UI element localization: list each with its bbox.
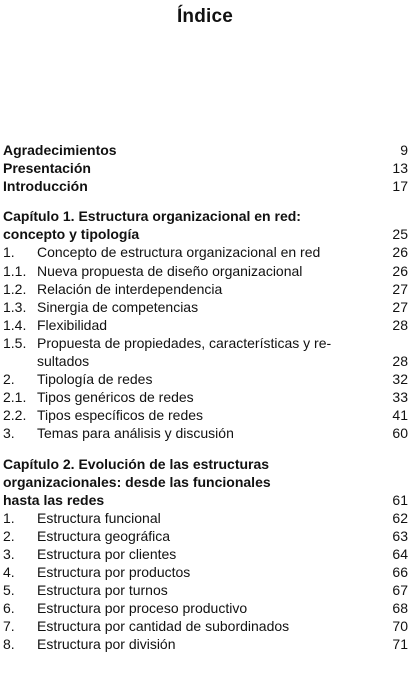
toc-entry-page: 68 <box>392 600 408 617</box>
toc-entry-page: 67 <box>392 582 408 599</box>
toc-entry-page: 71 <box>392 636 408 653</box>
table-of-contents <box>3 141 408 654</box>
toc-entry-number: 1.5. <box>3 334 27 351</box>
toc-entry-page: 63 <box>392 527 408 544</box>
toc-entry-title: Introducción <box>3 178 88 195</box>
toc-entry-number: 7. <box>3 618 15 635</box>
toc-entry-number: 1.2. <box>3 280 27 297</box>
toc-entry-page: 32 <box>392 371 408 388</box>
toc-entry-title: Concepto de estructura organizacional en red <box>37 244 321 261</box>
toc-entry-title: Propuesta de propiedades, características y re- <box>37 334 332 351</box>
toc-entry-number: 2. <box>3 371 15 388</box>
toc-entry-page: 27 <box>392 298 408 315</box>
toc-entry-acknowledgements[interactable] <box>3 141 408 159</box>
toc-entry-number: 6. <box>3 600 15 617</box>
toc-entry[interactable] <box>3 406 408 424</box>
toc-entry-page: 28 <box>392 353 408 370</box>
toc-entry[interactable] <box>3 298 408 316</box>
page-title: Índice <box>176 6 234 27</box>
toc-entry-number: 2.2. <box>3 407 27 424</box>
toc-entry-title: Estructura por división <box>37 636 176 653</box>
toc-entry-number: 1.3. <box>3 298 27 315</box>
toc-entry-number: 4. <box>3 564 15 581</box>
toc-entry-number: 2. <box>3 527 15 544</box>
toc-entry-number: 1. <box>3 509 15 526</box>
chapter-page: 25 <box>392 226 408 243</box>
toc-entry-page: 41 <box>392 407 408 424</box>
toc-entry-title: Estructura por cantidad de subordinados <box>37 618 290 635</box>
toc-entry[interactable] <box>3 581 408 599</box>
toc-entry-title: Temas para análisis y discusión <box>37 425 234 442</box>
toc-entry-title: Flexibilidad <box>37 316 108 333</box>
toc-entry[interactable] <box>3 509 408 527</box>
chapter-page: 61 <box>392 491 408 508</box>
section-spacer <box>3 195 408 207</box>
toc-entry-title: Sinergia de competencias <box>37 298 199 315</box>
toc-entry-title: Estructura por clientes <box>37 545 177 562</box>
chapter-heading-text: concepto y tipología <box>3 226 140 243</box>
toc-entry-page: 28 <box>392 316 408 333</box>
toc-entry-page: 27 <box>392 280 408 297</box>
toc-entry-page: 64 <box>392 545 408 562</box>
toc-entry-number: 3. <box>3 425 15 442</box>
toc-entry-title: Tipos específicos de redes <box>37 407 204 424</box>
toc-entry-page: 60 <box>392 425 408 442</box>
toc-entry-introduction[interactable] <box>3 177 408 195</box>
chapter-heading-text: hasta las redes <box>3 491 105 508</box>
toc-entry-number: 3. <box>3 545 15 562</box>
toc-entry-page: 17 <box>392 178 408 195</box>
toc-entry-title: Tipología de redes <box>37 371 153 388</box>
toc-entry-number: 2.1. <box>3 389 27 406</box>
toc-entry-title: Agradecimientos <box>3 142 117 158</box>
toc-entry-page: 70 <box>392 618 408 635</box>
toc-entry[interactable] <box>3 370 408 388</box>
toc-entry-page: 33 <box>392 389 408 406</box>
toc-entry[interactable] <box>3 599 408 617</box>
toc-entry-continuation[interactable] <box>3 352 408 370</box>
toc-entry[interactable] <box>3 334 408 352</box>
toc-entry-page: 66 <box>392 564 408 581</box>
chapter-heading-text: Capítulo 1. Estructura organizacional en red: <box>3 208 301 225</box>
chapter-1-heading-line-1[interactable] <box>3 207 408 225</box>
section-spacer <box>3 443 408 455</box>
toc-entry[interactable] <box>3 563 408 581</box>
toc-entry-page: 62 <box>392 509 408 526</box>
toc-entry-page: 26 <box>392 244 408 261</box>
toc-entry-number: 5. <box>3 582 15 599</box>
toc-entry[interactable] <box>3 243 408 261</box>
toc-entry-title: Relación de interdependencia <box>37 280 223 297</box>
toc-entry-title: Estructura por proceso productivo <box>37 600 248 617</box>
toc-entry[interactable] <box>3 617 408 635</box>
chapter-heading-text: Capítulo 2. Evolución de las estructuras <box>3 455 270 472</box>
chapter-1-heading-line-2[interactable] <box>3 225 408 243</box>
toc-entry-number: 1. <box>3 244 15 261</box>
toc-entry-title: Presentación <box>3 160 91 177</box>
toc-entry-title: Estructura por turnos <box>37 582 168 599</box>
chapter-2-heading-line-1[interactable] <box>3 455 408 473</box>
toc-entry-number: 8. <box>3 636 15 653</box>
toc-entry-number: 1.1. <box>3 262 27 279</box>
toc-entry-page: 26 <box>392 262 408 279</box>
chapter-heading-text: organizacionales: desde las funcionales <box>3 473 271 490</box>
toc-entry[interactable] <box>3 527 408 545</box>
toc-entry[interactable] <box>3 280 408 298</box>
toc-entry-title: Estructura funcional <box>37 509 161 526</box>
toc-entry-title: Estructura por productos <box>37 564 191 581</box>
chapter-2-heading-line-2[interactable] <box>3 473 408 491</box>
toc-entry-title-continued: sultados <box>37 353 90 370</box>
toc-entry[interactable] <box>3 424 408 442</box>
toc-entry-page: 13 <box>392 160 408 177</box>
toc-entry-page: 9 <box>400 142 408 158</box>
toc-entry-number: 1.4. <box>3 316 27 333</box>
toc-entry-title: Nueva propuesta de diseño organizacional <box>37 262 303 279</box>
toc-entry-title: Tipos genéricos de redes <box>37 389 194 406</box>
toc-entry[interactable] <box>3 635 408 653</box>
toc-entry[interactable] <box>3 388 408 406</box>
toc-entry[interactable] <box>3 316 408 334</box>
toc-entry[interactable] <box>3 545 408 563</box>
toc-entry-title: Estructura geográfica <box>37 527 171 544</box>
toc-entry[interactable] <box>3 262 408 280</box>
chapter-2-heading-line-3[interactable] <box>3 491 408 509</box>
toc-entry-presentation[interactable] <box>3 159 408 177</box>
